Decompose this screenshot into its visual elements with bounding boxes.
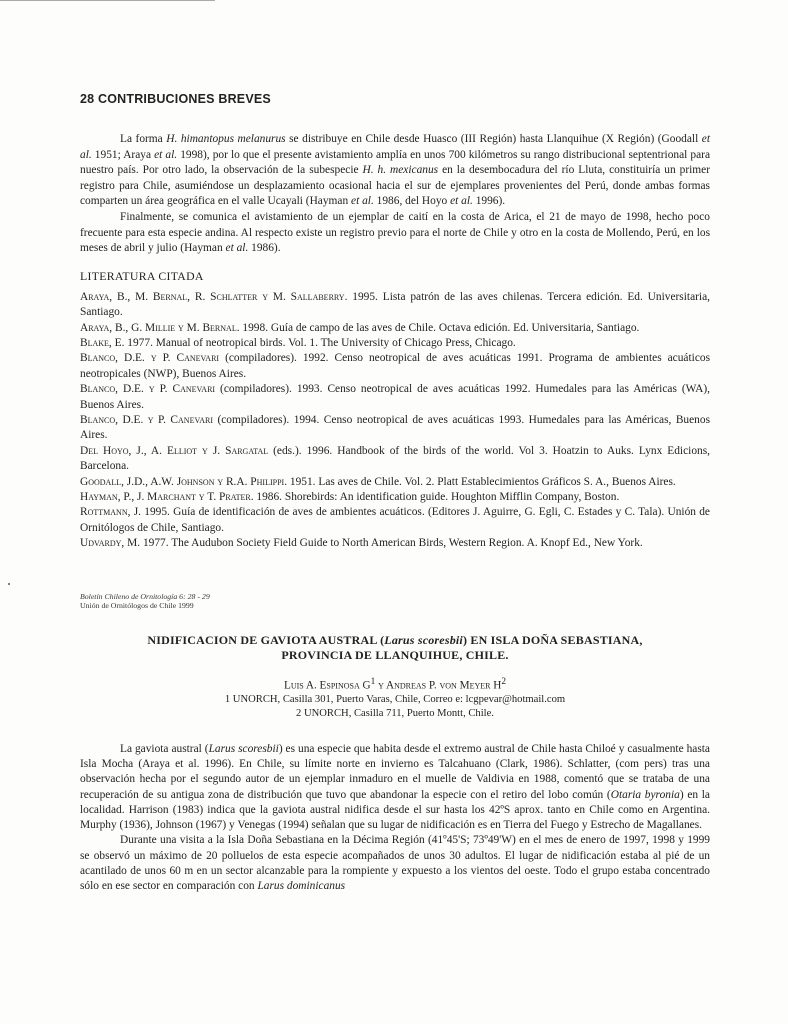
species-name: Larus scoresbii: [384, 632, 463, 647]
reference-text: (compiladores). 1992. Censo neotropical de aves acuáticas 1991. Programa de ambientes acuáticos neotropicales (NWP), Buenos Aires.: [80, 352, 711, 380]
reference-text: 1986. Shorebirds: An identification guide. Houghton Mifflin Company, Boston.: [253, 491, 620, 504]
text-run: 1951; Araya: [91, 148, 155, 161]
reference-author: Araya, B., G. Millie y M. Bernal.: [80, 321, 240, 334]
reference-author: Goodall, J.D., A.W. Johnson y R.A. Philippi.: [80, 475, 288, 488]
text-run: ) en la localidad. Harrison (1983) indica que la gaviota austral nidifica desde el sur hasta los 42ºS aprox. tanto en Chile como en Argentina. Murphy (1936), Johnson (1967) y Venegas (1994) señalan que su lugar de nidificación es en Tierra del Fuego y Estrecho de Magallanes.: [80, 788, 710, 832]
reference-text: 1995. Guía de identificación de aves de ambientes acuáticos. (Editores J. Aguirre, G. Egli, C. Estades y C. Tala). Unión de Ornitólogos de Chile, Santiago.: [80, 506, 710, 534]
reference-text: (eds.). 1996. Handbook of the birds of the world. Vol 3. Hoatzin to Auks. Lynx Edicions, Barcelona.: [80, 444, 710, 473]
italic-run: et al.: [80, 133, 710, 161]
reference-item: [80, 505, 710, 536]
affiliation-mark: 1: [370, 676, 376, 687]
article-title: [80, 633, 710, 663]
page-header: 28 CONTRIBUCIONES BREVES: [80, 92, 271, 106]
reference-item: [80, 413, 710, 444]
article-title-line-1: [80, 633, 710, 648]
intro-paragraph-2: [80, 210, 710, 257]
text-run: La gaviota austral (: [120, 742, 209, 755]
reference-item: [80, 336, 710, 351]
text-run: 1998), por lo que el presente avistamiento amplía en unos 700 kilómetros su rango distribucional septentrional para nuestro país. Por otro lado, la observación de la subespecie: [80, 148, 710, 177]
reference-author: Hayman, P., J. Marchant y T. Prater.: [80, 491, 254, 504]
species-name: Larus scoresbii: [208, 742, 279, 755]
italic-run: et al.: [154, 148, 178, 161]
reference-item: [80, 290, 710, 321]
reference-text: 1998. Guía de campo de las aves de Chile. Octava edición. Ed. Universitaria, Santiago.: [239, 321, 640, 334]
species-name: Otaria byronia: [610, 788, 680, 801]
body-paragraph-2: [80, 833, 710, 894]
reference-item: [80, 351, 710, 382]
species-name: H. h. mexicanus: [362, 164, 439, 177]
reference-text: 1977. Manual of neotropical birds. Vol. 1. The University of Chicago Press, Chicago.: [124, 336, 516, 349]
affiliation-mark: 2: [501, 676, 507, 687]
text-run: 1996).: [472, 195, 506, 208]
author-block: [80, 675, 710, 722]
author-names: [80, 675, 710, 693]
text-run: 1986, del Hoyo: [373, 195, 451, 208]
species-name: H. himantopus melanurus: [166, 133, 286, 145]
reference-item: [80, 490, 710, 505]
text-run: 1986).: [248, 242, 281, 255]
text-run: La forma: [120, 133, 167, 145]
page-content: [80, 92, 710, 895]
reference-text: 1951. Las aves de Chile. Vol. 2. Platt Establecimientos Gráficos S. A., Buenos Aires.: [287, 475, 676, 488]
scan-speck: [8, 583, 10, 585]
text-run: ) EN ISLA DOÑA SEBASTIANA,: [462, 632, 643, 647]
species-name: Larus dominicanus: [257, 880, 346, 893]
literature-heading: LITERATURA CITADA: [80, 268, 204, 283]
reference-author: Blanco, D.E. y P. Canevari: [80, 414, 213, 426]
journal-publisher: Unión de Ornitólogos de Chile 1999: [80, 601, 194, 611]
reference-item: [80, 382, 710, 413]
reference-author: Blake, E.: [80, 336, 125, 349]
affiliation-2: 2 UNORCH, Casilla 711, Puerto Montt, Chile.: [296, 708, 494, 720]
reference-author: Del Hoyo, J., A. Elliot y J. Sargatal: [80, 444, 269, 457]
body-paragraph-1: [80, 742, 710, 834]
reference-item: [80, 536, 710, 551]
text-run: Durante una visita a la Isla Doña Sebastiana en la Décima Región (41º45'S; 73º49'W) en el mes de enero de 1997, 1998 y 1999 se observó un máximo de 20 polluelos de esta especie acompañados de unos 30 adultos. El lugar de nidificación estaba al pié de un acantilado de unos 60 m en un sector alcanzable para la rompiente y expuesto a los vientos del oeste. Todo el grupo estaba concentrado sólo en ese sector en comparación con: [80, 834, 710, 893]
text-run: se distribuye en Chile desde Huasco (III Región) hasta Llanquihue (X Región) (Goodall: [285, 133, 702, 145]
italic-run: et al.: [450, 195, 473, 208]
reference-item: [80, 475, 710, 490]
reference-item: [80, 321, 710, 336]
reference-author: Blanco, D.E. y P. Canevari: [80, 352, 220, 365]
author-2: y Andreas P. von Meyer H: [375, 679, 502, 692]
text-run: Finalmente, se comunica el avistamiento de un ejemplar de caití en la costa de Arica, el 21 de mayo de 1998, hecho poco frecuente para esta especie andina. Al respecto existe un registro previo para el norte de Chile y otro en la costa de Mollendo, Perú, en los meses de abril y julio (Hayman: [80, 210, 710, 255]
text-run: NIDIFICACION DE GAVIOTA AUSTRAL (: [147, 632, 385, 647]
text-run: en la desembocadura del río Lluta, constituiría un primer registro para Chile, asumiéndose un desplazamiento ocasional hacia el sur de ejemplares provenientes del Perú, donde ambas formas comparten un área geográfica en el valle Ucayali (Hayman: [80, 164, 710, 208]
reference-author: Rottmann, J.: [80, 506, 141, 519]
journal-citation: [80, 592, 710, 611]
italic-run: et al.: [225, 242, 249, 255]
journal-line: Boletín Chileno de Ornitología 6: 28 - 29: [80, 591, 210, 601]
reference-author: Blanco, D.E. y P. Canevari: [80, 383, 216, 396]
reference-list: [80, 290, 710, 552]
reference-text: 1977. The Audubon Society Field Guide to North American Birds, Western Region. A. Knopf Ed., New York.: [140, 537, 643, 550]
reference-author: Udvardy, M.: [80, 537, 141, 550]
intro-paragraph-1: [80, 132, 710, 210]
reference-text: 1995. Lista patrón de las aves chilenas. Tercera edición. Ed. Universitaria, Santiago.: [80, 290, 710, 319]
article-body: [80, 742, 710, 895]
article-title-line-2: PROVINCIA DE LLANQUIHUE, CHILE.: [281, 647, 509, 662]
affiliation-1: 1 UNORCH, Casilla 301, Puerto Varas, Chile, Correo e: lcgpevar@hotmail.com: [224, 693, 566, 705]
text-run: ) es una especie que habita desde el extremo austral de Chile hasta Chiloé y casualmente hasta Isla Mocha (Araya et al. 1996). En Chile, su límite norte en invierno es Talcahuano (Clark, 1986). Schlatter, (com pers) tras una observación hecha por el segundo autor de un ejemplar inmaduro en el muelle de Valdivia en 1988, comentó que se trataba de una recuperación de su antigua zona de distribución que tuvo que abandonar la especie con el retiro del lobo común (: [80, 742, 710, 801]
author-1: Luis A. Espinosa G: [283, 679, 371, 692]
reference-item: [80, 444, 710, 475]
reference-text: (compiladores). 1994. Censo neotropical de aves acuáticas 1993. Humedales para las Américas, Buenos Aires.: [80, 414, 710, 442]
italic-run: et al.: [351, 195, 374, 208]
scan-edge-line: [0, 0, 215, 1]
reference-author: Araya, B., M. Bernal, R. Schlatter y M. Sallaberry.: [80, 290, 348, 303]
reference-text: (compiladores). 1993. Censo neotropical de aves acuáticas 1992. Humedales para las Américas (WA), Buenos Aires.: [80, 383, 711, 411]
